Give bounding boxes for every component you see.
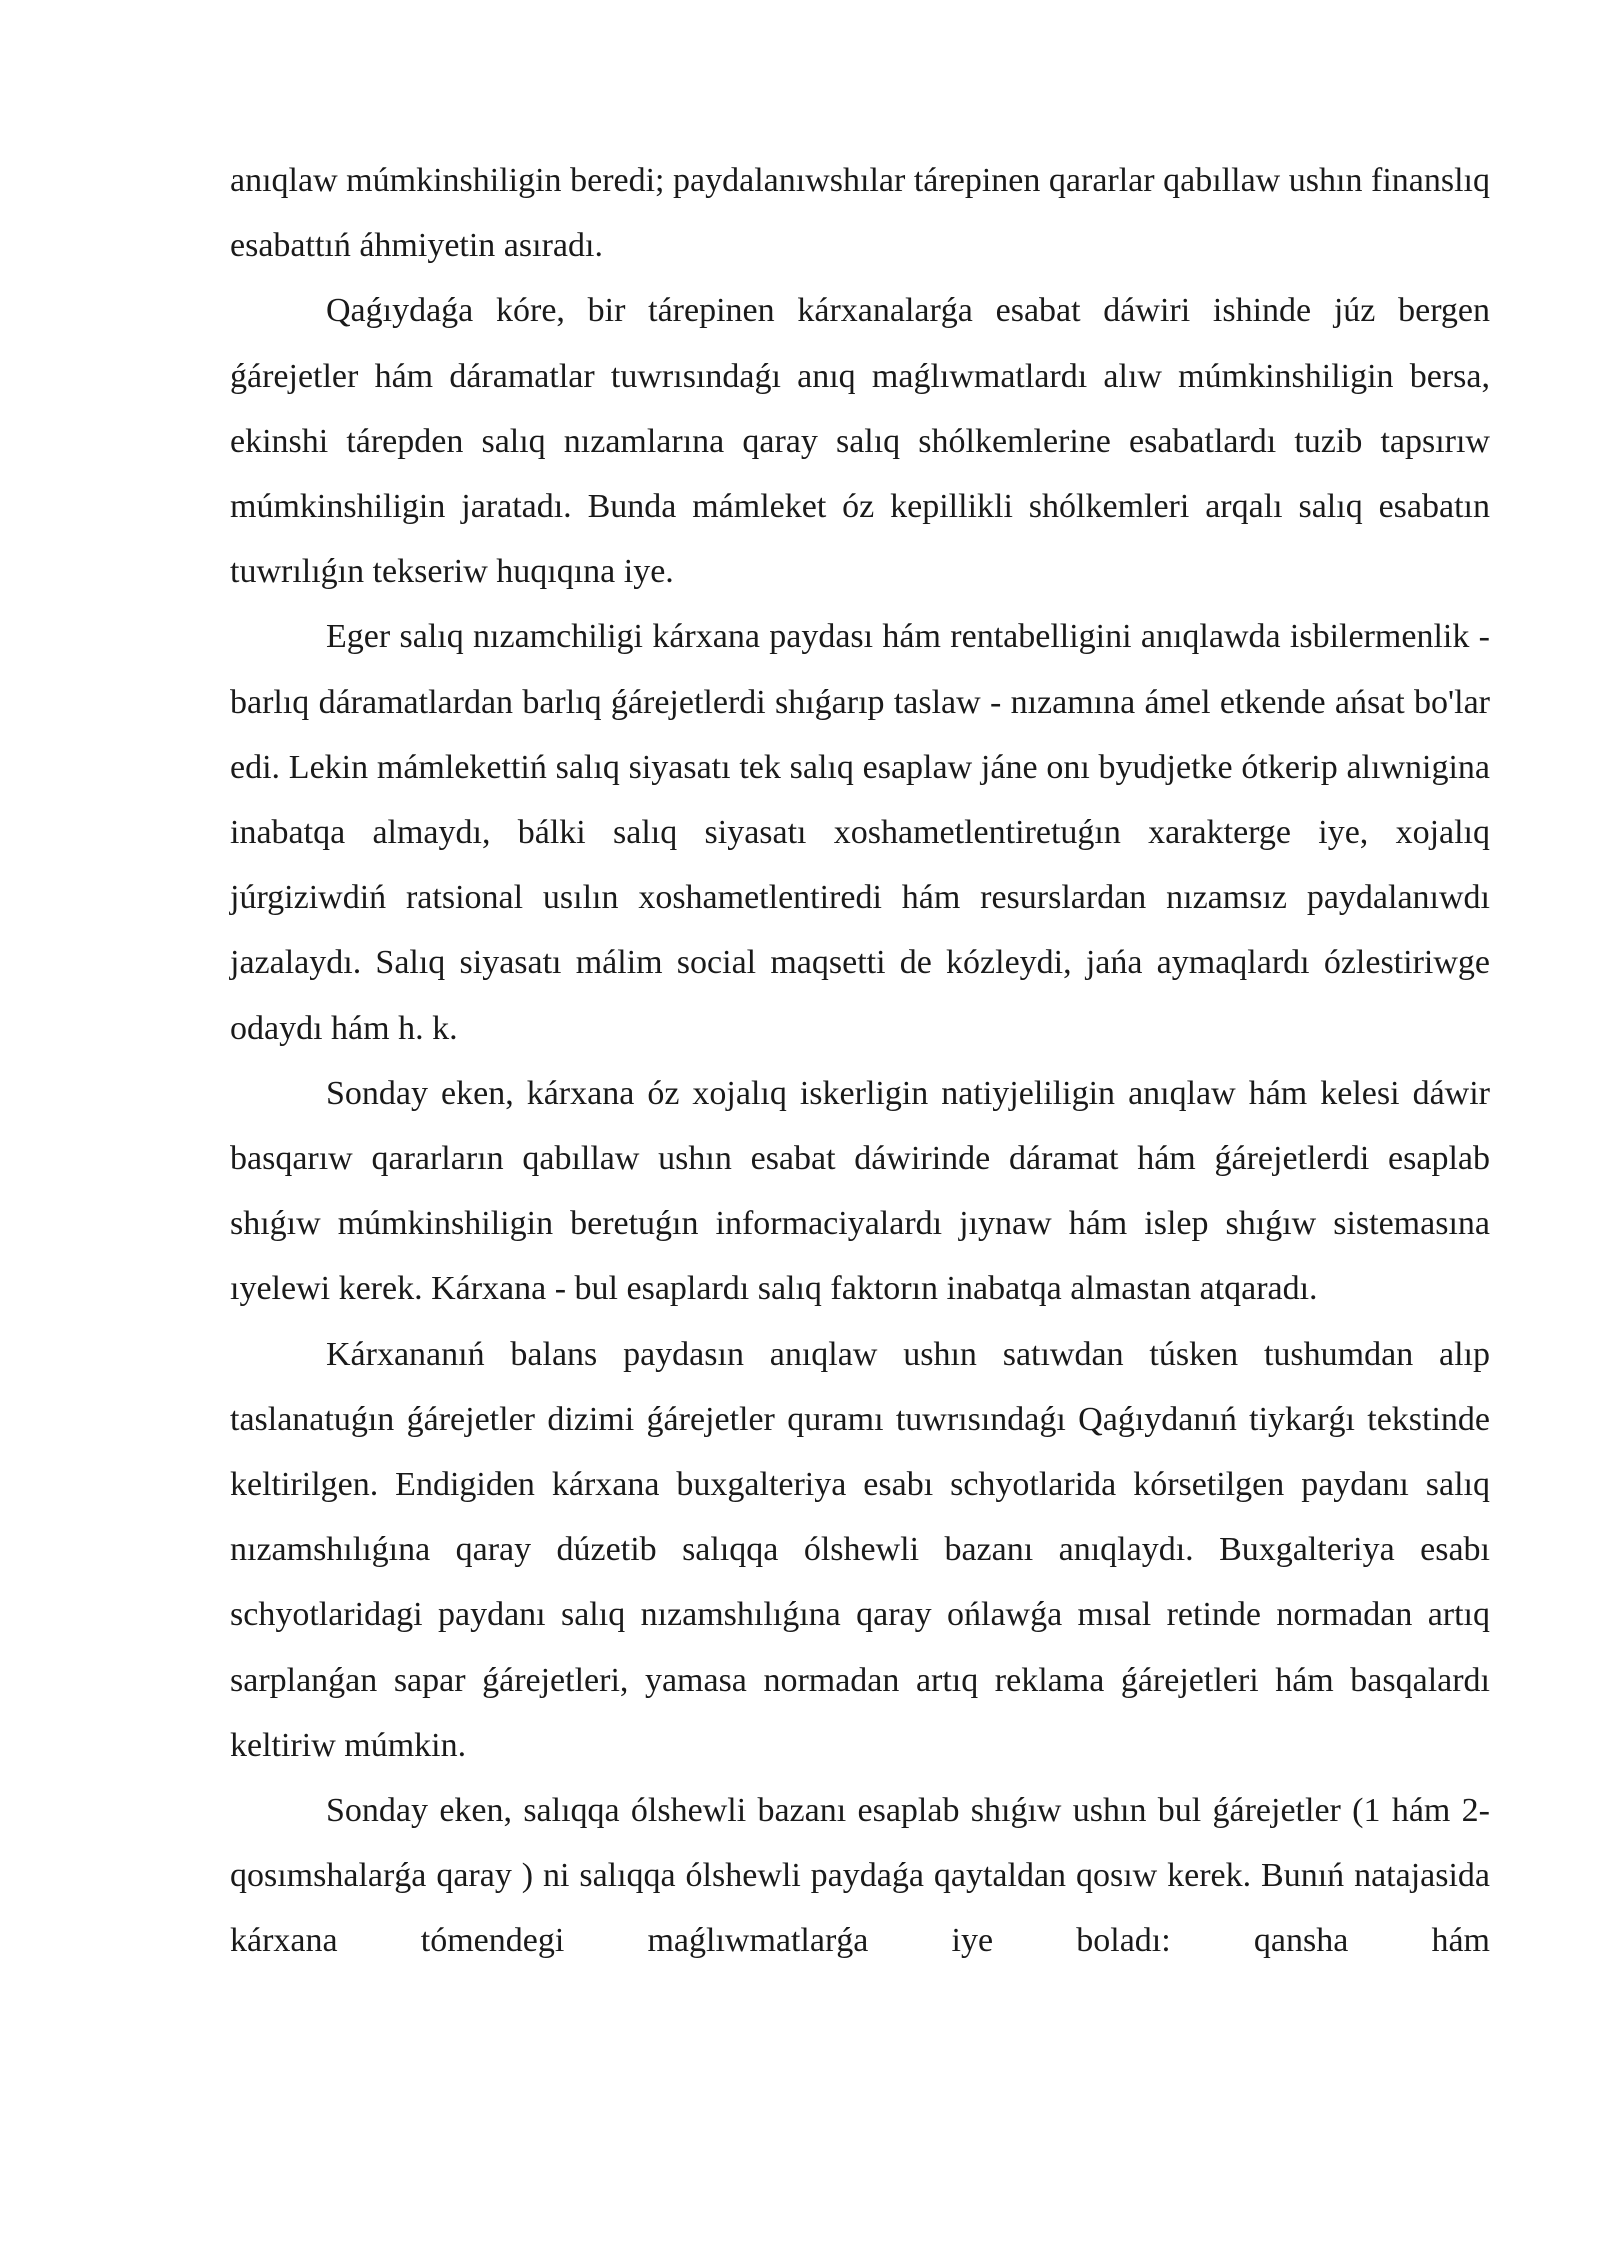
paragraph-4: Sonday eken, kárxana óz xojalıq iskerligin natiyjeliligin anıqlaw hám kelesi dáwir basqarıw qararların qabıllaw ushın esabat dáwirinde dáramat hám ǵárejetlerdi esaplab shıǵıw múmkinshiligin beretuǵın informaciyalardı jıynaw hám islep shıǵıw sistemasına ıyelewi kerek. Kárxana - bul esaplardı salıq faktorın inabatqa almastan atqaradı. xyxy=(230,1074,1490,1308)
paragraph-5: Kárxananıń balans paydasın anıqlaw ushın satıwdan túsken tushumdan alıp taslanatuǵın ǵárejetler dizimi ǵárejetler quramı tuwrısındaǵı Qaǵıydanıń tiykarǵı tekstinde keltirilgen. Endigiden kárxana buxgalteriya esabı schyotlarida kórsetilgen paydanı salıq nızamshılıǵına qaray dúzetib salıqqa ólshewli bazanı anıqlaydı. Buxgalteriya esabı schyotlaridagi paydanı salıq nızamshılıǵına qaray ońlawǵa mısal retinde normadan artıq sarplanǵan sapar ǵárejetleri, yamasa normadan artıq reklama ǵárejetleri hám basqalardı keltiriw múmkin. xyxy=(230,1335,1490,1764)
paragraph-1: anıqlaw múmkinshiligin beredi; paydalanıwshılar tárepinen qararlar qabıllaw ushın finanslıq esabattıń áhmiyetin asıradı. xyxy=(230,162,1490,265)
paragraph-6: Sonday eken, salıqqa ólshewli bazanı esaplab shıǵıw ushın bul ǵárejetler (1 hám 2-qosımshalarǵa qaray ) ni salıqqa ólshewli paydaǵa qaytaldan qosıw kerek. Bunıń natajasida kárxana tómendegi maǵlıwmatlarǵa iye boladı: qansha hám xyxy=(230,1792,1490,1960)
paragraph-3: Eger salıq nızamchiligi kárxana paydası hám rentabelligini anıqlawda isbilermenlik - barlıq dáramatlardan barlıq ǵárejetlerdi shıǵarıp taslaw - nızamına ámel etkende ańsat bo'lar edi. Lekin mámlekettiń salıq siyasatı tek salıq esaplaw jáne onı byudjetke ótkerip alıwnigina inabatqa almaydı, bálki salıq siyasatı xoshametlentiretuǵın xarakterge iye, xojalıq júrgiziwdiń ratsional usılın xoshametlentiredi hám resurslardan nızamsız paydalanıwdı jazalaydı. Salıq siyasatı málim social maqsetti de kózleydi, jańa aymaqlardı ózlestiriwge odaydı hám h. k. xyxy=(230,618,1490,1047)
document-body xyxy=(230,148,1490,1974)
paragraph-2: Qaǵıydaǵa kóre, bir tárepinen kárxanalarǵa esabat dáwiri ishinde júz bergen ǵárejetler hám dáramatlar tuwrısındaǵı anıq maǵlıwmatlardı alıw múmkinshiligin bersa, ekinshi tárepden salıq nızamlarına qaray salıq shólkemlerine esabatlardı tuzib tapsırıw múmkinshiligin jaratadı. Bunda mámleket óz kepillikli shólkemleri arqalı salıq esabatın tuwrılıǵın tekseriw huqıqına iye. xyxy=(230,292,1490,591)
